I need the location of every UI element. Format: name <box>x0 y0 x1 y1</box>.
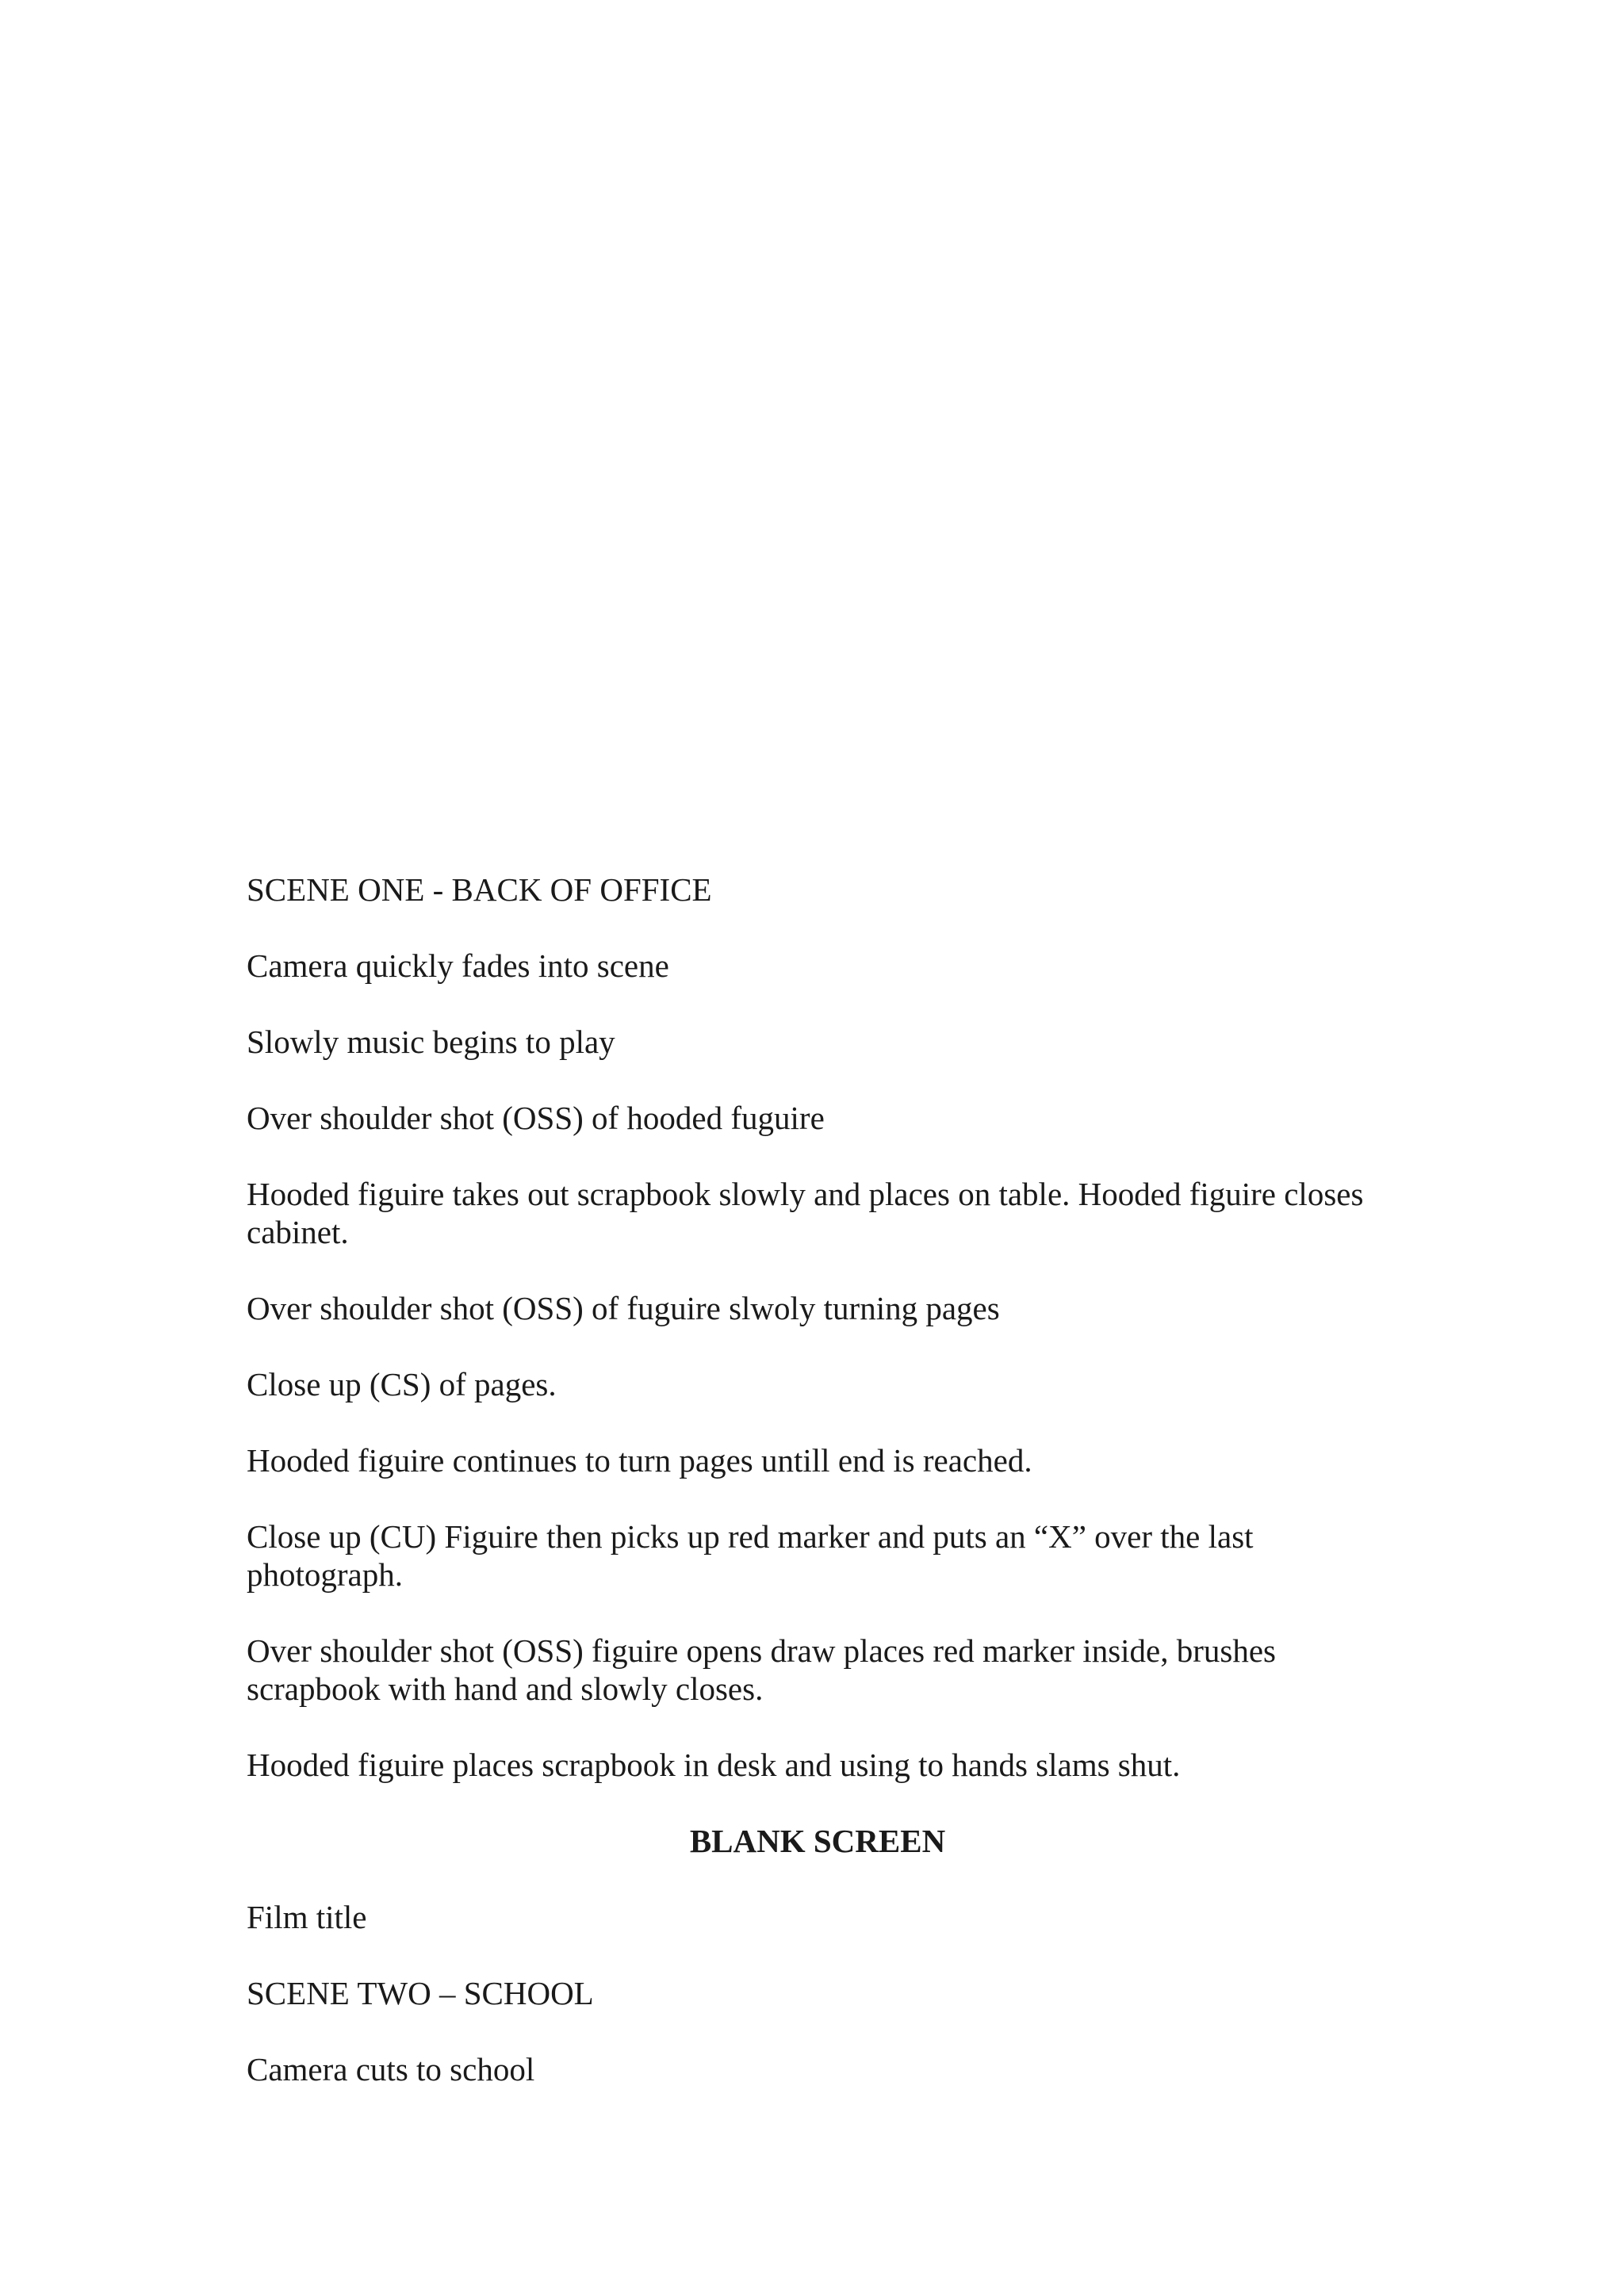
direction-line: Over shoulder shot (OSS) of hooded fuguire <box>247 1100 825 1136</box>
direction-line: Close up (CS) of pages. <box>247 1366 557 1402</box>
direction-line: Film title <box>247 1899 367 1935</box>
direction-line: Over shoulder shot (OSS) of fuguire slwoly turning pages <box>247 1290 1000 1326</box>
scene-heading: SCENE ONE - BACK OF OFFICE <box>247 871 712 908</box>
direction-line: Slowly music begins to play <box>247 1024 615 1060</box>
direction-line: Close up (CU) Figuire then picks up red marker and puts an “X” over the last photograph. <box>247 1518 1254 1593</box>
direction-line: Hooded figuire places scrapbook in desk and using to hands slams shut. <box>247 1747 1181 1783</box>
scene-heading: SCENE TWO – SCHOOL <box>247 1975 594 2011</box>
direction-line: Camera quickly fades into scene <box>247 947 669 984</box>
direction-line: Camera cuts to school <box>247 2051 535 2087</box>
direction-line: Hooded figuire takes out scrapbook slowly and places on table. Hooded figuire closes cabinet. <box>247 1176 1364 1250</box>
blank-screen-heading: BLANK SCREEN <box>689 1823 946 1859</box>
script-body <box>247 871 1388 2126</box>
direction-line: Over shoulder shot (OSS) figuire opens draw places red marker inside, brushes scrapbook with hand and slowly closes. <box>247 1632 1277 1707</box>
direction-line: Hooded figuire continues to turn pages untill end is reached. <box>247 1442 1032 1479</box>
